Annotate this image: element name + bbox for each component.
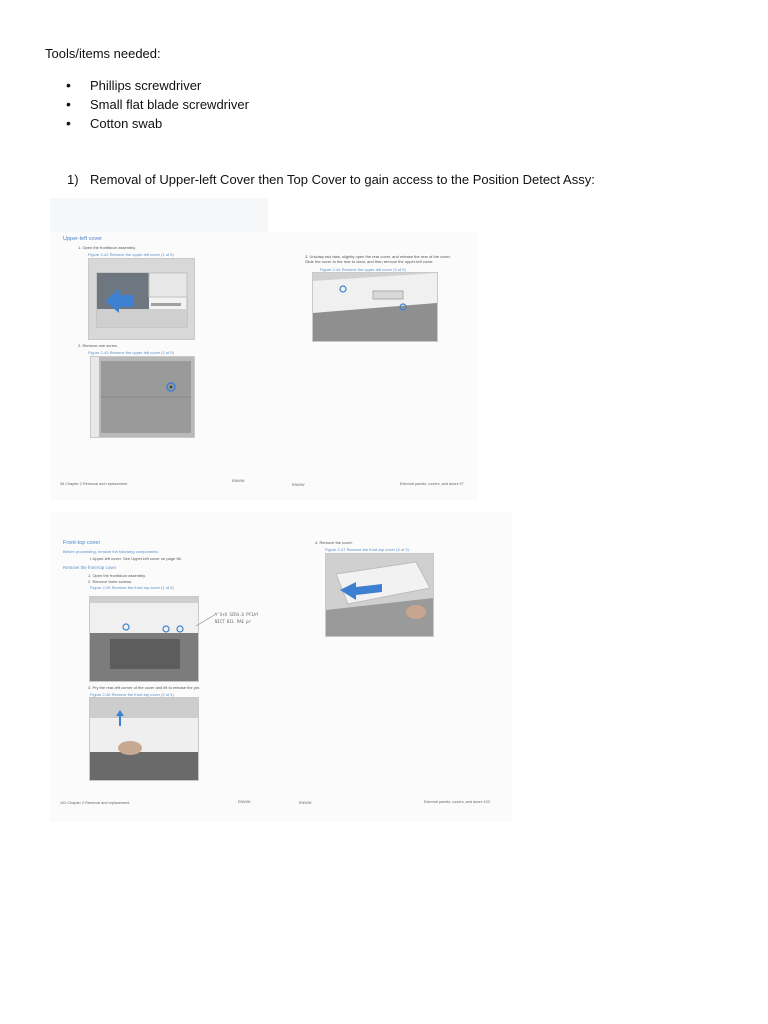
handwritten-note: Y'X+X SCR4.6 PF1AY xyxy=(215,612,259,617)
instruction-step: 2. Remove one screw. xyxy=(78,343,118,348)
figure-caption: Figure 2-47 Remove the front-top cover (3 of 3) xyxy=(325,547,409,552)
tool-item: • Small flat blade screwdriver xyxy=(66,95,249,114)
remove-cover-photo xyxy=(325,553,434,637)
pry-corner-photo xyxy=(89,697,199,781)
scanned-manual-page-2 xyxy=(50,512,512,822)
side-panel-illustration xyxy=(91,357,194,437)
printer-illustration xyxy=(89,259,194,339)
annotation-line xyxy=(196,612,216,628)
instruction-step: 3. Unclasp two tabs, slightly open the rear cover, and release the rear of the cover. Slide the cover to the rear to clear, and then remove the upper-left cover. xyxy=(305,254,451,264)
section-title: Upper-left cover xyxy=(63,236,103,242)
instruction-step: 1. Open the fronttdoor assembly. xyxy=(88,573,146,578)
tools-list xyxy=(66,76,249,133)
instruction-step: 1. Open the fronttdoor assembly. xyxy=(78,245,136,250)
prerequisite-text: Before proceeding, remove the following components: xyxy=(63,549,159,554)
step-1-text xyxy=(67,172,595,187)
instruction-step: 2. Remove three screws. xyxy=(88,579,133,584)
pry-corner-illustration xyxy=(90,698,198,780)
page-footer: External panels, covers, and doors 97 xyxy=(400,482,464,486)
rear-cover-illustration xyxy=(313,273,437,341)
page-footer: ENWW xyxy=(292,483,305,487)
page-footer: ENWW xyxy=(238,800,251,804)
prerequisite-item: • Upper-left cover. See Upper-left cover on page 96. xyxy=(90,556,182,561)
tool-item: • Cotton swab xyxy=(66,114,249,133)
tools-heading: Tools/items needed: xyxy=(45,46,161,61)
tool-item: • Phillips screwdriver xyxy=(66,76,249,95)
scanned-manual-page-1 xyxy=(50,232,478,500)
rear-cover-photo xyxy=(312,272,438,342)
instruction-step: 4. Remove the cover. xyxy=(315,540,353,545)
page-footer: ENWW xyxy=(299,801,312,805)
page-footer: 96 Chapter 2 Removal and replacement xyxy=(60,482,128,486)
printer-photo xyxy=(88,258,195,340)
step-description: Removal of Upper-left Cover then Top Cover to gain access to the Position Detect Assy: xyxy=(90,172,595,187)
section-title: Front-top cover xyxy=(63,540,101,546)
figure-caption: Figure 2-45 Remove the front-top cover (1 of 5) xyxy=(90,585,174,590)
front-top-cover-photo xyxy=(89,596,199,682)
subsection-title: Remove the front-top cover xyxy=(63,565,117,570)
instruction-step: 3. Pry the rear-left corner of the cover and lift to release the pin. xyxy=(88,685,201,690)
page-footer: External panels, covers, and doors 103 xyxy=(424,800,490,804)
figure-caption: Figure 2-43 Remove the upper-left cover (2 of 5) xyxy=(88,350,174,355)
handwritten-note: NICT BIL PAE pr xyxy=(215,619,252,624)
front-top-illustration xyxy=(90,597,198,681)
side-panel-photo xyxy=(90,356,195,438)
page-footer: 102 Chapter 2 Removal and replacement xyxy=(60,801,130,805)
step-number: 1) xyxy=(67,172,79,187)
figure-caption: Figure 2-46 Remove the front-top cover (2 of 4) xyxy=(90,692,174,697)
figure-caption: Figure 2-42 Remove the upper-left cover (1 of 5) xyxy=(88,252,174,257)
figure-caption: Figure 2-44 Remove the upper-left cover (3 of 5) xyxy=(320,267,406,272)
remove-cover-illustration xyxy=(326,554,433,636)
page-footer: ENWW xyxy=(232,479,245,483)
